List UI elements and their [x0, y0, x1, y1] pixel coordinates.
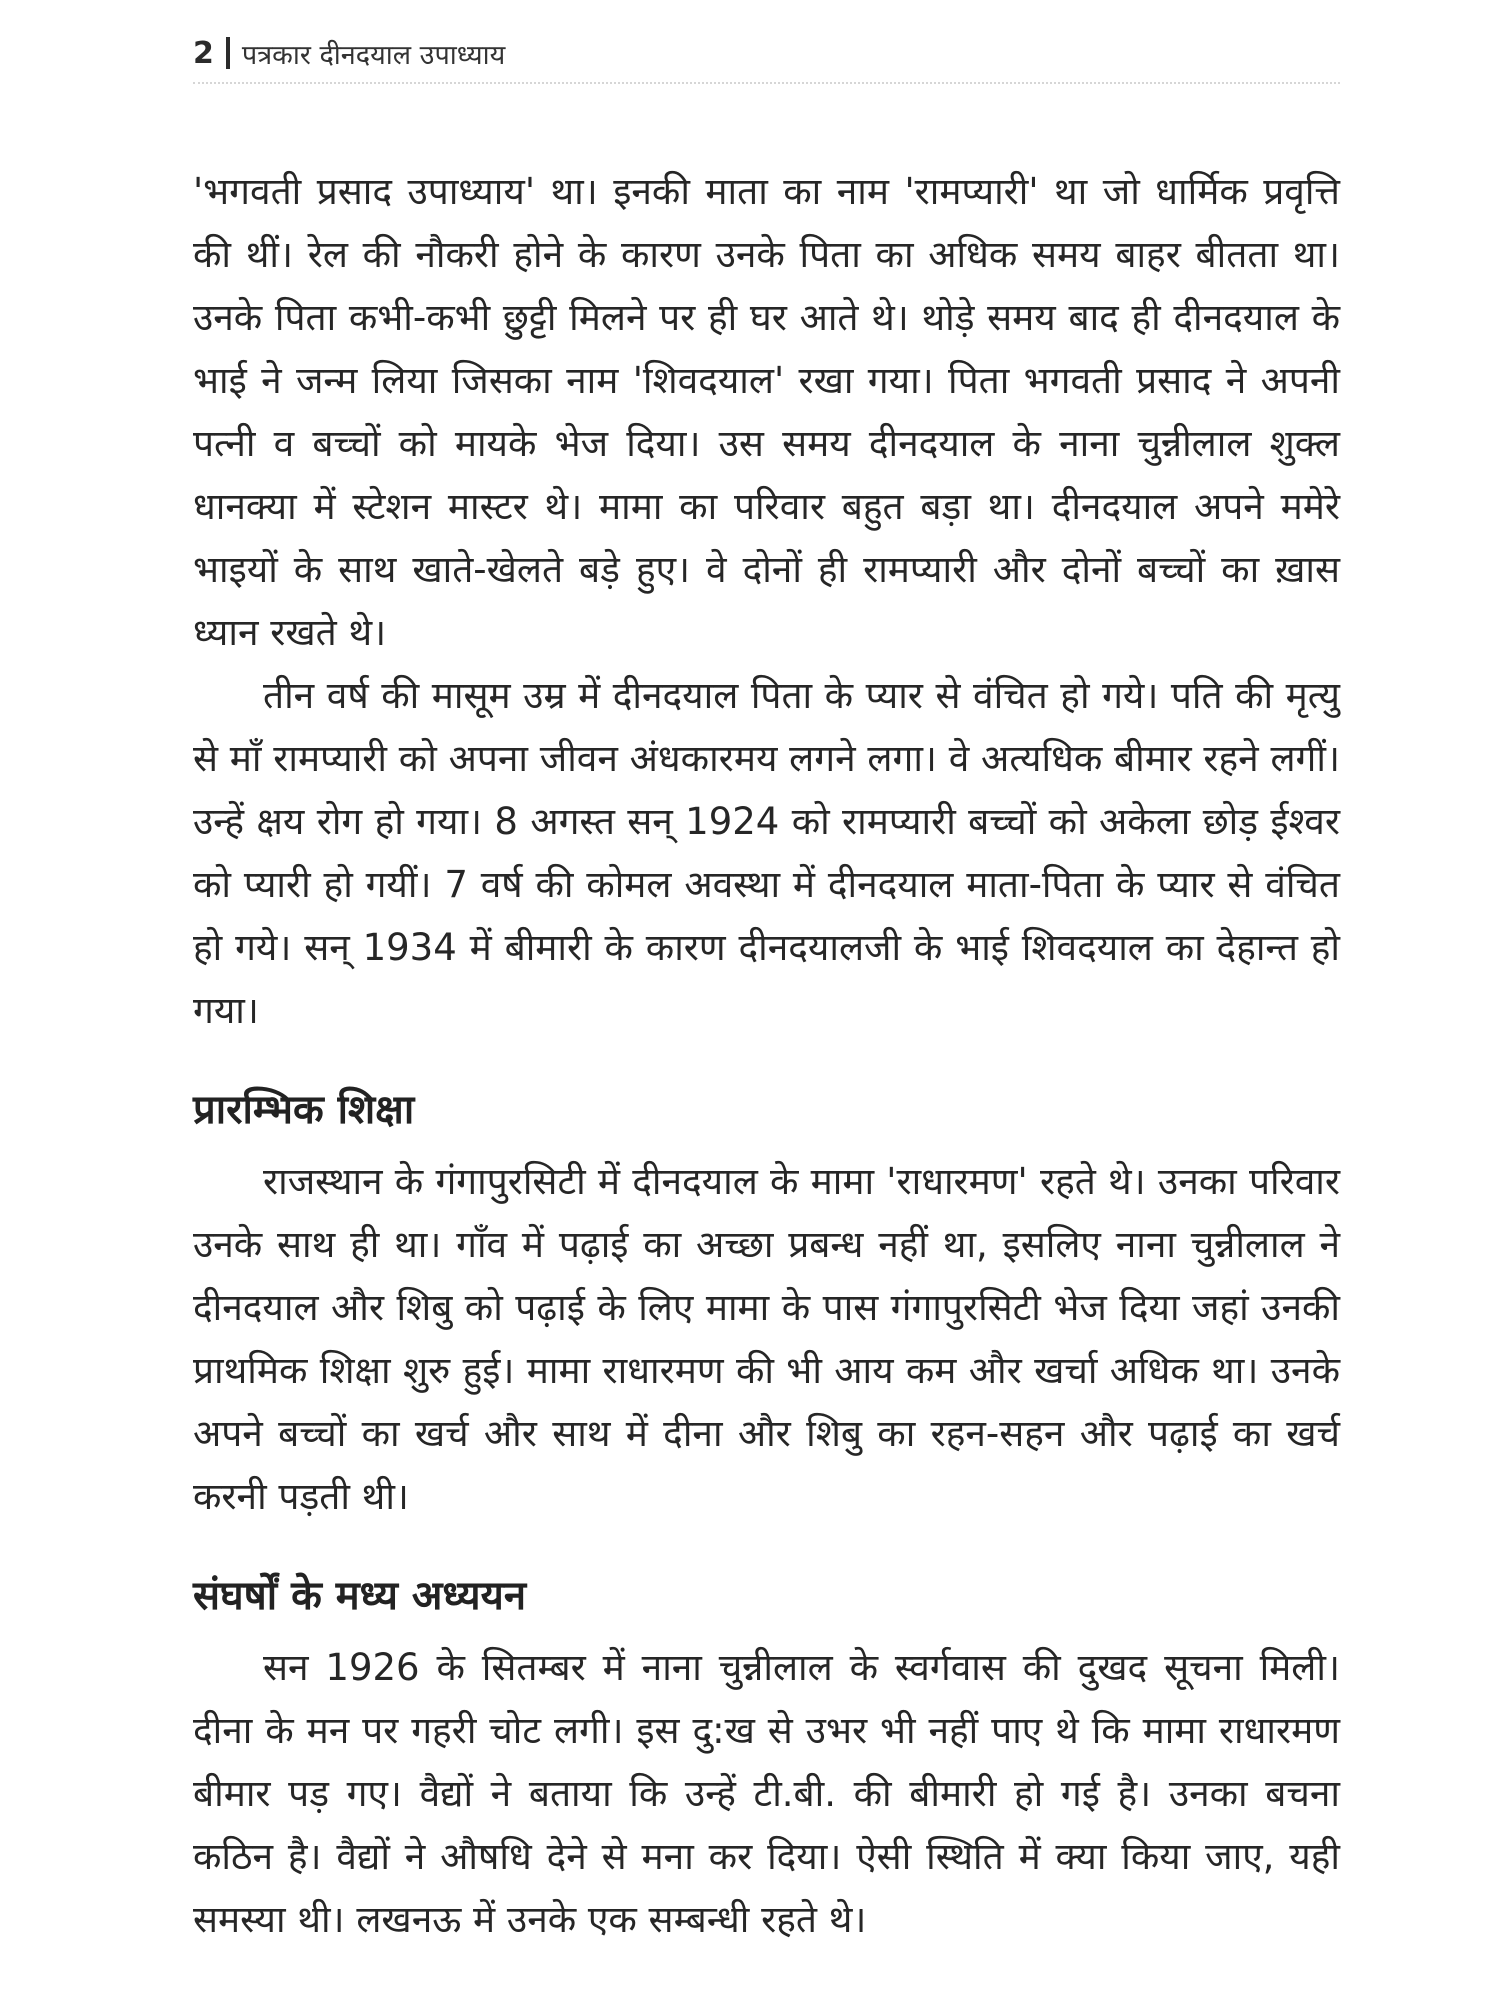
heading-study-amid-struggles: संघर्षों के मध्य अध्ययन [193, 1573, 527, 1619]
running-header [193, 24, 1340, 84]
paragraph-parents: 'भगवती प्रसाद उपाध्याय' था। इनकी माता का नाम 'रामप्यारी' था जो धार्मिक प्रवृत्ति की थीं। रेल की नौकरी होने के कारण उनके पिता का अधिक समय बाहर बीतता था। उनके पिता कभी-कभी छुट्टी मिलने पर ही घर आते थे। थोड़े समय बाद ही दीनदयाल के भाई ने जन्म लिया जिसका नाम 'शिवदयाल' रखा गया। पिता भगवती प्रसाद ने अपनी पत्नी व बच्चों को मायके भेज दिया। उस समय दीनदयाल के नाना चुन्नीलाल शुक्ल धानक्या में स्टेशन मास्टर थे। मामा का परिवार बहुत बड़ा था। दीनदयाल अपने ममेरे भाइयों के साथ खाते-खेलते बड़े हुए। वे दोनों ही रामप्यारी और दोनों बच्चों का ख़ास ध्यान रखते थे। [193, 170, 1340, 654]
heading-early-education: प्रारम्भिक शिक्षा [193, 1087, 415, 1133]
page-body [193, 160, 1340, 1951]
paragraph-gangapur: राजस्थान के गंगापुरसिटी में दीनदयाल के मामा 'राधारमण' रहते थे। उनका परिवार उनके साथ ही था। गाँव में पढ़ाई का अच्छा प्रबन्ध नहीं था, इसलिए नाना चुन्नीलाल ने दीनदयाल और शिबु को पढ़ाई के लिए मामा के पास गंगापुरसिटी भेज दिया जहां उनकी प्राथमिक शिक्षा शुरु हुई। मामा राधारमण की भी आय कम और खर्चा अधिक था। उनके अपने बच्चों का खर्च और साथ में दीना और शिबु का रहन-सहन और पढ़ाई का खर्च करनी पड़ती थी। [193, 1160, 1340, 1518]
paragraph-orphaned: तीन वर्ष की मासूम उम्र में दीनदयाल पिता के प्यार से वंचित हो गये। पति की मृत्यु से माँ रामप्यारी को अपना जीवन अंधकारमय लगने लगा। वे अत्यधिक बीमार रहने लगीं। उन्हें क्षय रोग हो गया। 8 अगस्त सन् 1924 को रामप्यारी बच्चों को अकेला छोड़ ईश्वर को प्यारी हो गयीं। 7 वर्ष की कोमल अवस्था में दीनदयाल माता-पिता के प्यार से वंचित हो गये। सन् 1934 में बीमारी के कारण दीनदयालजी के भाई शिवदयाल का देहान्त हो गया। [193, 674, 1340, 1032]
paragraph-struggles: सन 1926 के सितम्बर में नाना चुन्नीलाल के स्वर्गवास की दुखद सूचना मिली। दीना के मन पर गहरी चोट लगी। इस दु:ख से उभर भी नहीं पाए थे कि मामा राधारमण बीमार पड़ गए। वैद्यों ने बताया कि उन्हें टी.बी. की बीमारी हो गई है। उनका बचना कठिन है। वैद्यों ने औषधि देने से मना कर दिया। ऐसी स्थिति में क्या किया जाए, यही समस्या थी। लखनऊ में उनके एक सम्बन्धी रहते थे। [193, 1646, 1340, 1941]
page-number: 2 [193, 35, 214, 71]
header-separator [226, 37, 230, 69]
running-title: पत्रकार दीनदयाल उपाध्याय [241, 39, 506, 71]
